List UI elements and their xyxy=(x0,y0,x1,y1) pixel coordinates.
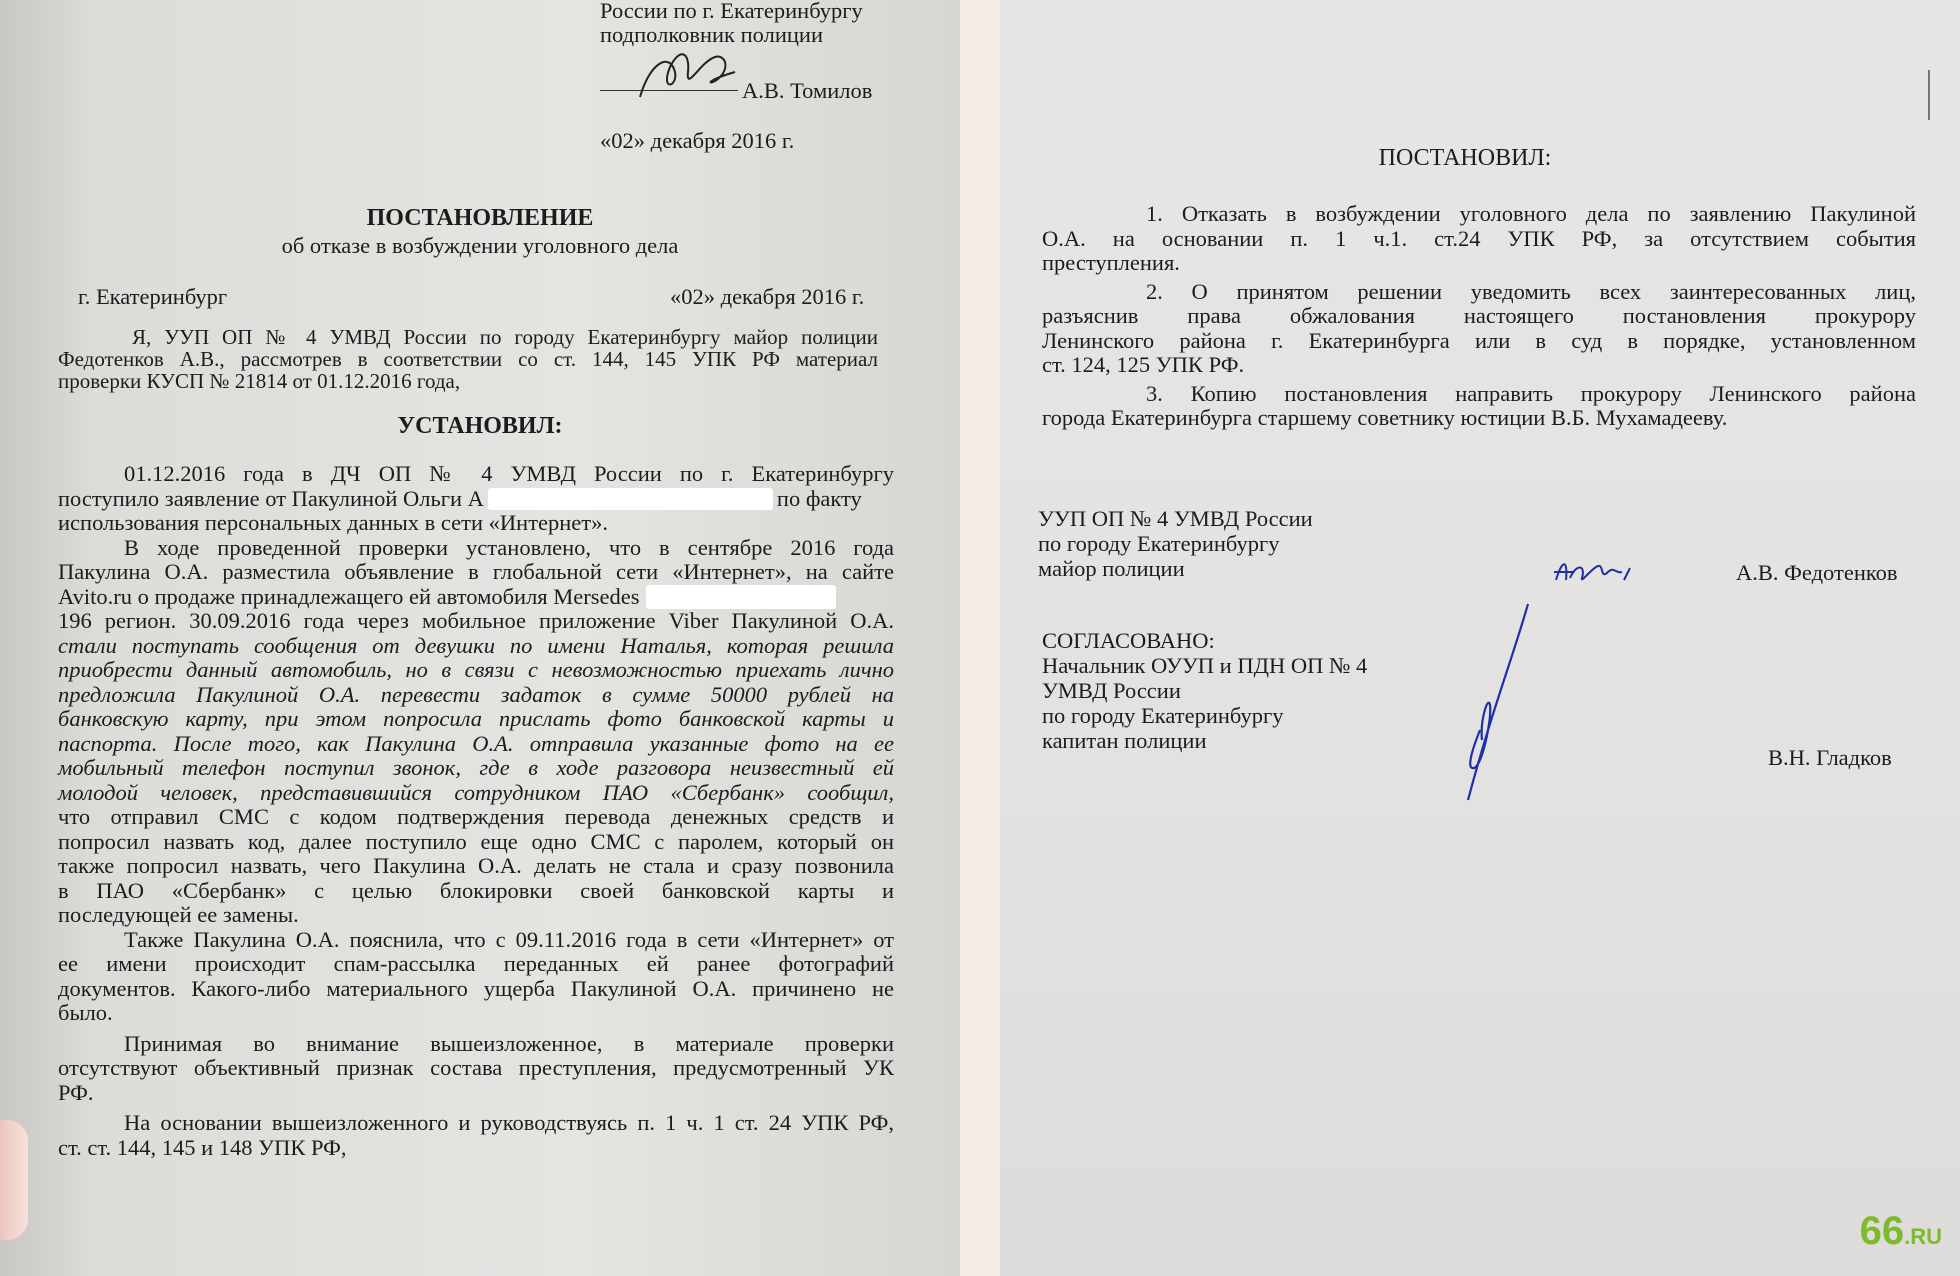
officer-block xyxy=(1038,506,1313,581)
body-line: Принимая во внимание вышеизложенное, в материале проверки xyxy=(124,1030,894,1056)
resolved-heading: ПОСТАНОВИЛ: xyxy=(1378,145,1552,171)
resolution-line: О.А. на основании п. 1 ч.1. ст.24 УПК РФ, за отсутствием события xyxy=(1042,225,1916,251)
watermark-suffix: .RU xyxy=(1904,1224,1942,1249)
approval-block xyxy=(1042,628,1367,753)
resolution-line: преступления. xyxy=(1042,250,1180,275)
header-date: «02» декабря 2016 г. xyxy=(600,128,795,153)
body-line xyxy=(58,585,894,610)
approval-heading: СОГЛАСОВАНО: xyxy=(1042,628,1215,653)
left-document-page xyxy=(0,0,960,1276)
officer-line: по городу Екатеринбургу xyxy=(1038,531,1280,556)
body-line: отсутствуют объективный признак состава преступления, предусмотренный УК xyxy=(58,1055,894,1080)
body-line: приобрести данный автомобиль, но в связи с невозможностью приехать лично xyxy=(58,657,894,682)
header-signer-name: А.В. Томилов xyxy=(742,78,873,103)
fedotenkov-signature xyxy=(1552,550,1652,600)
body-line: молодой человек, представившийся сотрудником ПАО «Сбербанк» сообщил, xyxy=(58,779,894,805)
resolution-line: 2. О принятом решении уведомить всех заинтересованных лиц, xyxy=(1146,278,1916,304)
body-line: На основании вышеизложенного и руководствуясь п. 1 ч. 1 ст. 24 УПК РФ, xyxy=(124,1110,894,1135)
approval-line: Начальник ОУУП и ПДН ОП № 4 xyxy=(1042,653,1368,678)
body-line: что отправил СМС с кодом подтверждения перевода денежных средств и xyxy=(58,804,894,829)
intro-block xyxy=(58,326,878,392)
body-line: 196 регион. 30.09.2016 года через мобильное приложение Viber Пакулиной О.А. xyxy=(58,608,894,633)
right-document-page xyxy=(1000,0,1960,1276)
finger-edge xyxy=(0,1120,28,1240)
body-line: было. xyxy=(58,1000,113,1025)
body-line: также попросил назвать, чего Пакулина О.А. делать не стала и сразу позвонила xyxy=(58,853,894,878)
resolution-line: 3. Копию постановления направить прокурору Ленинского района xyxy=(1146,380,1916,406)
established-body xyxy=(58,462,894,1160)
body-line: В ходе проведенной проверки установлено, что в сентябре 2016 года xyxy=(124,534,894,560)
officer-line: майор полиции xyxy=(1038,556,1185,581)
approval-line: капитан полиции xyxy=(1042,728,1207,753)
document-date: «02» декабря 2016 г. xyxy=(670,284,865,309)
resolution-line: разъяснив права обжалования настоящего постановления прокурору xyxy=(1042,303,1916,328)
body-line: в ПАО «Сбербанк» с целью блокировки своей банковской карты и xyxy=(58,877,894,903)
redacted-dob xyxy=(488,488,773,510)
by-fact-text: по факту xyxy=(776,485,862,511)
intro-line: Федотенков А.В., рассмотрев в соответствии со ст. 144, 145 УПК РФ материал xyxy=(58,347,878,371)
approver-name: В.Н. Гладков xyxy=(1768,745,1892,770)
header-line-2: подполковник полиции xyxy=(600,22,824,47)
body-line xyxy=(58,487,894,512)
body-line: Также Пакулина О.А. пояснила, что с 09.11.2016 года в сети «Интернет» от xyxy=(124,926,894,952)
resolved-body xyxy=(1042,202,1916,431)
document-title: ПОСТАНОВЛЕНИЕ xyxy=(366,205,594,231)
intro-line: Я, УУП ОП № 4 УМВД России по городу Екатеринбургу майор полиции xyxy=(132,325,878,349)
body-line: последующей ее замены. xyxy=(58,902,299,927)
established-heading: УСТАНОВИЛ: xyxy=(397,413,563,439)
body-line: паспорта. После того, как Пакулина О.А. отправила указанные фото на ее xyxy=(58,730,894,756)
body-line: 01.12.2016 года в ДЧ ОП № 4 УМВД России по г. Екатеринбургу xyxy=(124,461,894,486)
resolution-line: Ленинского района г. Екатеринбурга или в суд в порядке, установленном xyxy=(1042,327,1916,353)
intro-line: проверки КУСП № 21814 от 01.12.2016 года, xyxy=(58,369,461,393)
page-gap xyxy=(960,0,1000,1276)
body-line: мобильный телефон поступил звонок, где в ходе разговора неизвестный ей xyxy=(58,755,894,780)
page-edge-mark xyxy=(1928,70,1930,120)
body-line: банковскую карту, при этом попросила прислать фото банковской карты и xyxy=(58,706,894,731)
resolution-line: города Екатеринбурга старшему советнику юстиции В.Б. Мухамадееву. xyxy=(1042,405,1728,430)
officer-line: УУП ОП № 4 УМВД России xyxy=(1038,506,1313,531)
approval-line: УМВД России xyxy=(1042,678,1181,703)
body-line: документов. Какого-либо материального ущерба Пакулиной О.А. причинено не xyxy=(58,975,894,1001)
body-line: ее имени происходит спам-рассылка переданных ей ранее фотографий xyxy=(58,951,894,976)
body-line: попросил назвать код, далее поступило еще одно СМС с паролем, который он xyxy=(58,828,894,854)
redacted-plate xyxy=(646,585,836,609)
gladkov-signature xyxy=(1452,600,1532,810)
header-line-1: России по г. Екатеринбургу xyxy=(600,0,863,23)
resolution-line: 1. Отказать в возбуждении уголовного дела по заявлению Пакулиной xyxy=(1146,201,1916,226)
watermark-logo xyxy=(1860,1209,1942,1254)
watermark-number: 66 xyxy=(1859,1209,1905,1253)
body-line: использования персональных данных в сети «Интернет». xyxy=(58,510,608,535)
officer-name: А.В. Федотенков xyxy=(1736,560,1898,585)
body-line: ст. ст. 144, 145 и 148 УПК РФ, xyxy=(58,1134,347,1160)
body-line: Пакулина О.А. разместила объявление в глобальной сети «Интернет», на сайте xyxy=(58,559,894,584)
approval-line: по городу Екатеринбургу xyxy=(1042,703,1284,728)
document-subtitle: об отказе в возбуждении уголовного дела xyxy=(281,233,679,258)
car-text: Avito.ru о продаже принадлежащего ей автомобиля Mersedes xyxy=(58,583,640,609)
city: г. Екатеринбург xyxy=(78,284,228,309)
body-line: стали поступать сообщения от девушки по имени Наталья, которая решила xyxy=(58,632,894,658)
body-line: предложила Пакулиной О.А. перевести задаток в сумме 50000 рублей на xyxy=(58,681,894,707)
body-line: РФ. xyxy=(58,1079,94,1105)
resolution-line: ст. 124, 125 УПК РФ. xyxy=(1042,352,1245,377)
tomilov-signature xyxy=(630,42,740,102)
applicant-text: поступило заявление от Пакулиной Ольги А xyxy=(58,485,484,511)
